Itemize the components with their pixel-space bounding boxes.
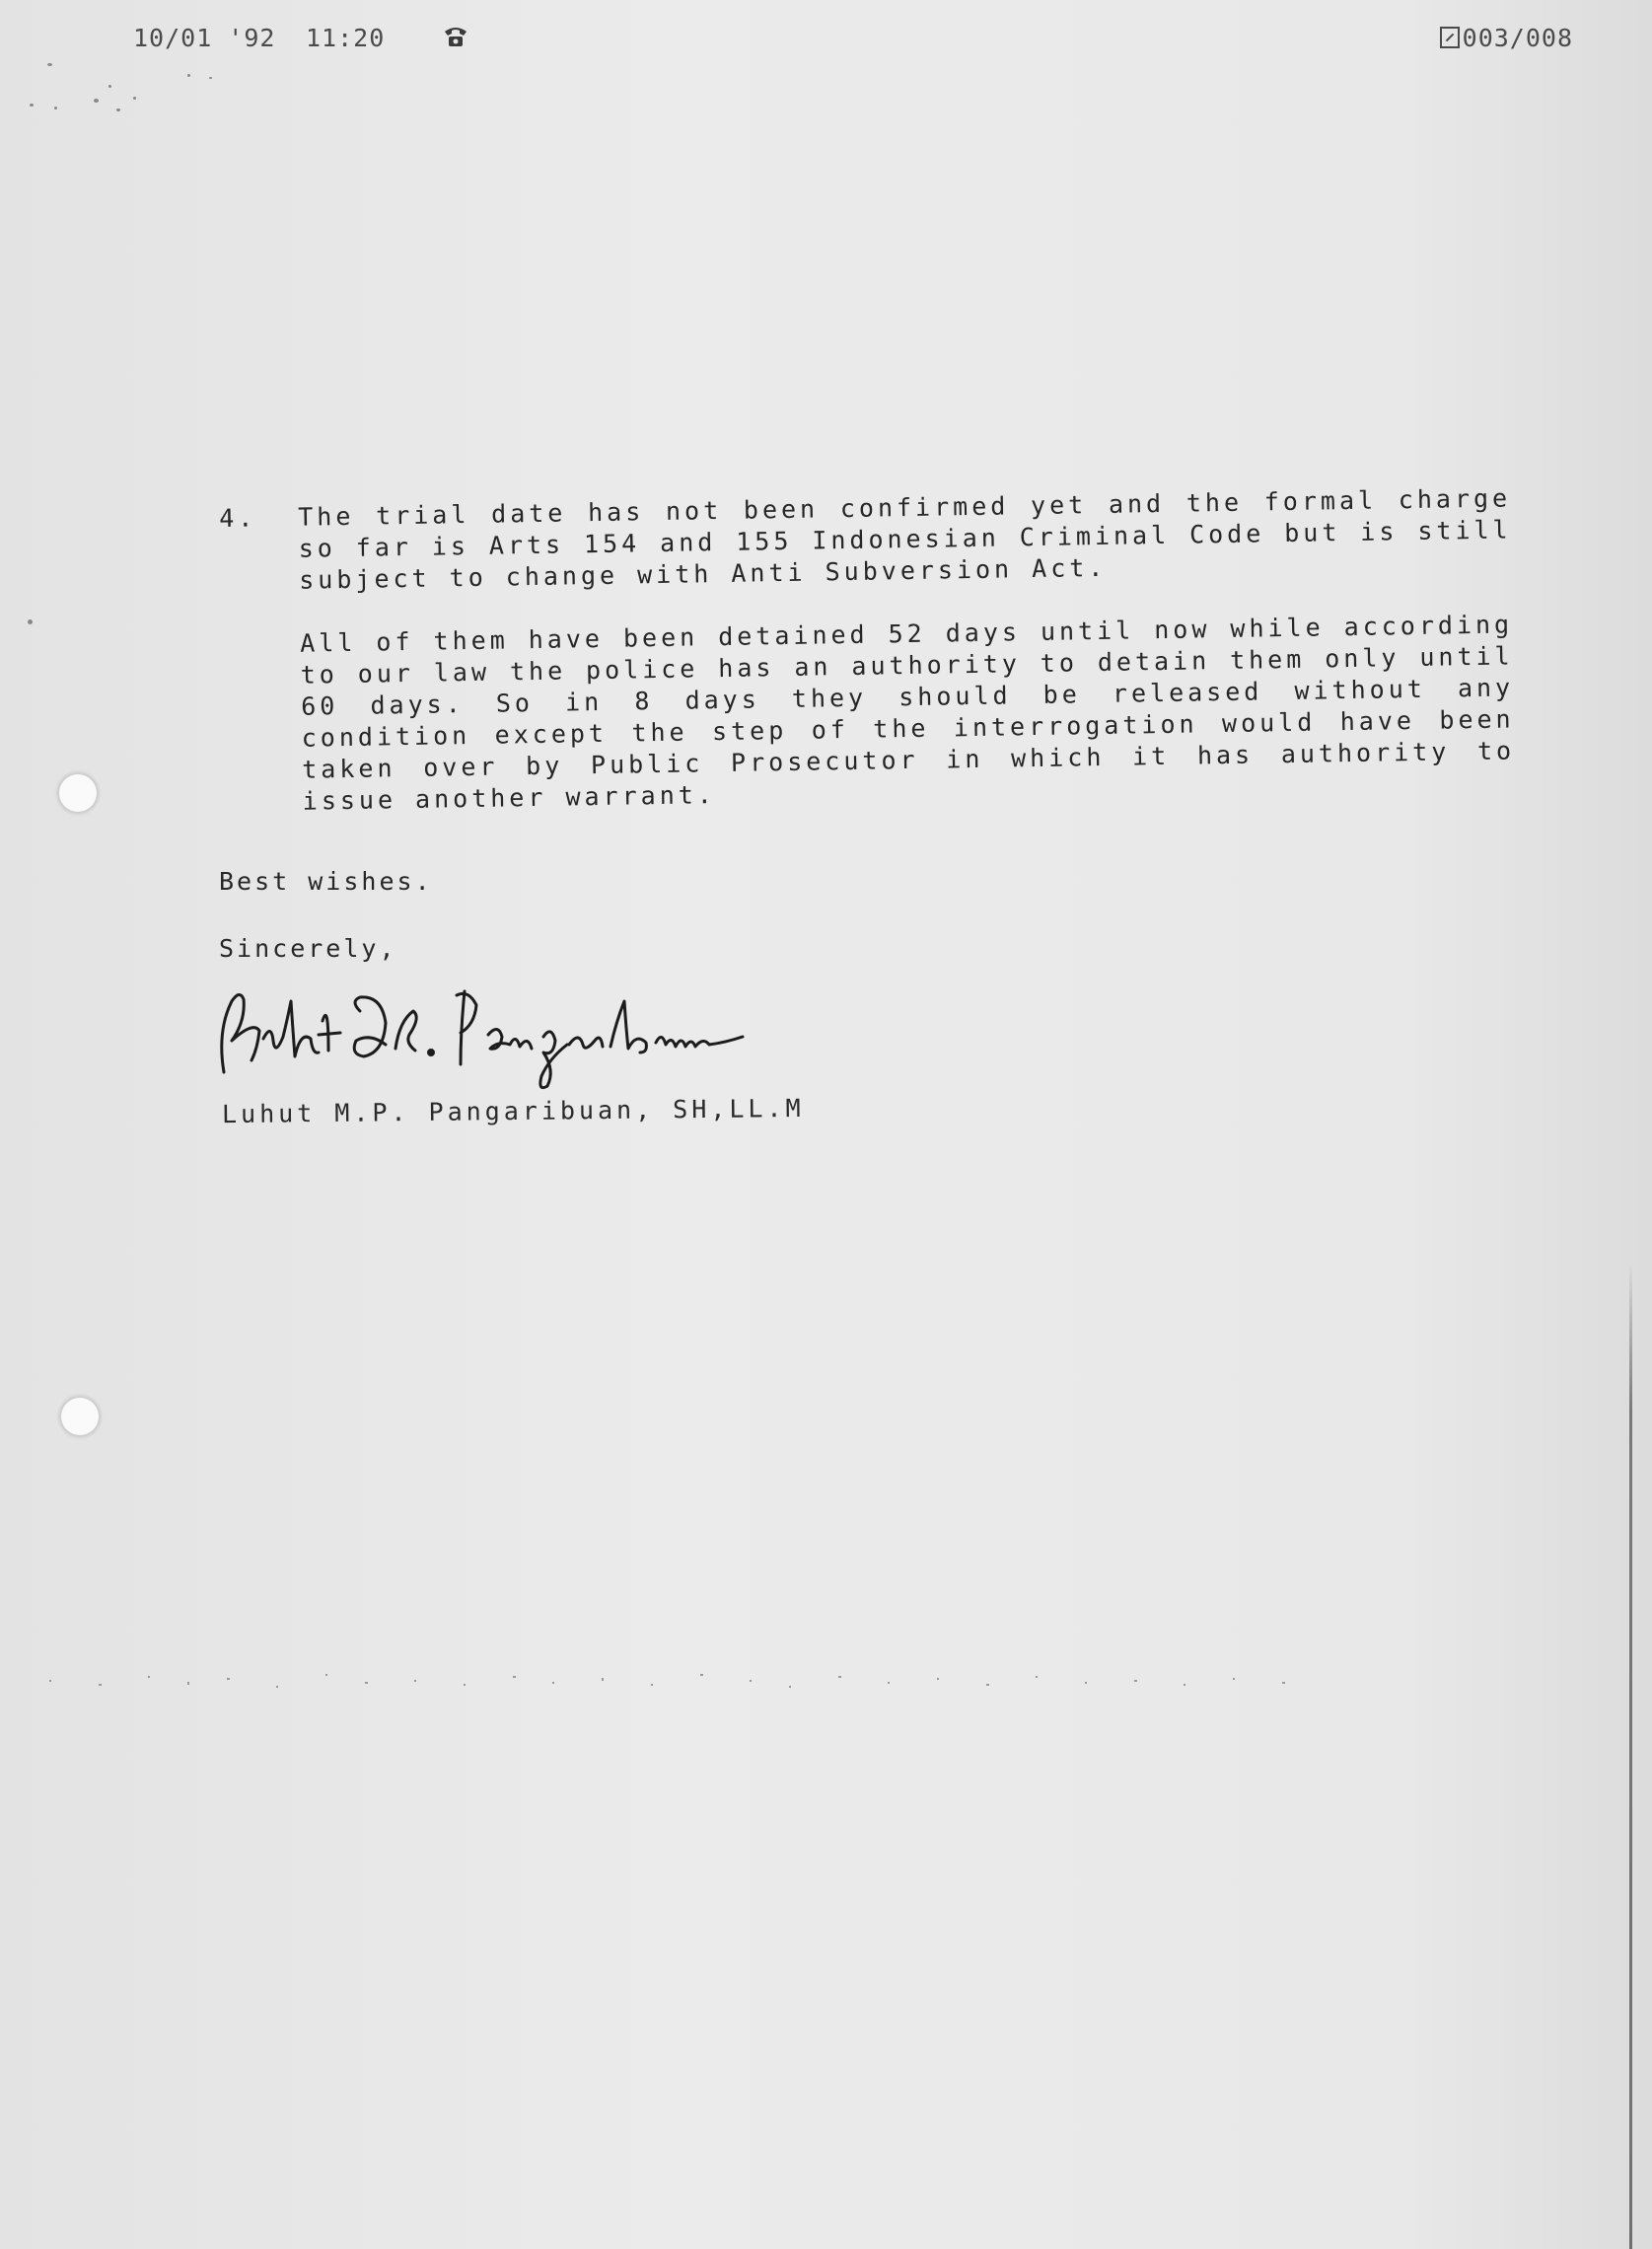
fax-box-icon: [1440, 27, 1460, 48]
handwritten-signature: [202, 962, 814, 1100]
fax-time: 11:20: [306, 24, 386, 52]
signer-name: Luhut M.P. Pangaribuan, SH,LL.M: [221, 1093, 805, 1129]
fax-page-indicator: [1440, 24, 1573, 52]
numbered-item: [219, 482, 1522, 598]
paragraph-trial-date: The trial date has not been confirmed yet and the formal charge so far is Arts 154 and 155 Indonesian Criminal Code but is still subject to change with Anti Subversion Act.: [298, 483, 1512, 595]
punch-hole-top: [57, 772, 99, 814]
punch-hole-bottom: [59, 1396, 101, 1437]
scan-noise-band: [39, 1662, 1341, 1702]
item-number: 4.: [219, 503, 257, 533]
closing-best-wishes: Best wishes.: [219, 867, 433, 896]
letter-body: [219, 482, 1526, 843]
fax-date: 10/01 '92: [133, 24, 276, 52]
closing-sincerely: Sincerely,: [219, 934, 397, 963]
paragraph-detention: All of them have been detained 52 days until now while according to our law the police has an authority to detain them only until 60 days. So in 8 days they should be released without any condition except the step of the interrogation would have been taken over by Public Prosecutor in which it has authority to issue another warrant.: [300, 610, 1516, 816]
page-count: 003/008: [1462, 24, 1573, 52]
phone-icon: [441, 22, 470, 51]
page-edge-shadow: [1629, 1263, 1632, 2249]
fax-transmission-header: [133, 24, 1573, 57]
